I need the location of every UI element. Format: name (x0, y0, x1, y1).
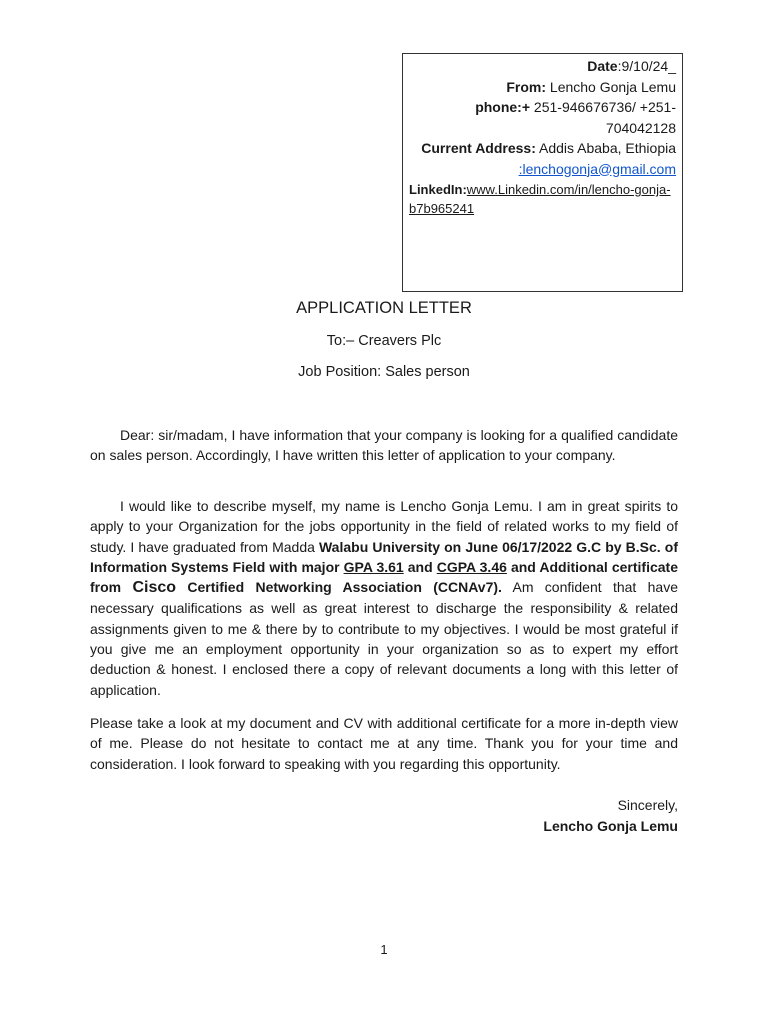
p2-education: Walabu University on June 06/17/2022 G.C by B.Sc. of Information Systems Field with major (90, 538, 678, 575)
p2-and: and (403, 558, 437, 575)
p2-ccna: Certified Networking Association (CCNAv7). (176, 579, 502, 596)
p2-certificate: and Additional certificate from (90, 558, 678, 596)
date-label: Date (587, 58, 618, 74)
date-value: :9/10/24_ (617, 58, 676, 74)
linkedin-line (409, 181, 676, 218)
recipient-line: To:– Creavers Plc (326, 333, 442, 349)
job-position-line: Job Position: Sales person (298, 364, 470, 380)
from-line (409, 77, 676, 98)
address-line (409, 138, 676, 159)
p2-text-f: Am confident that have necessary qualifications as well as great interest to discharge the responsibility & related assignments given to me & there by to contribute to my objectives. I would be most grateful if you give me an employment opportunity in your organization so as to expert my effort deduction & honest. I enclosed there a copy of relevant documents a long with this letter of application. (90, 579, 679, 698)
paragraph-1: Dear: sir/madam, I have information that your company is looking for a qualified candidate on sales person. Accordingly, I have written this letter of application to your company. (90, 427, 678, 464)
paragraph-3: Please take a look at my document and CV with additional certificate for a more in-depth view of me. Please do not hesitate to contact me at any time. Thank you for your time and consideration. I look forward to speaking with you regarding this opportunity. (90, 715, 678, 772)
cgpa: CGPA 3.46 (436, 558, 507, 575)
contact-info-box (402, 53, 683, 292)
date-line (409, 56, 676, 77)
cisco: Cisco (132, 579, 177, 597)
applicant-name: Lencho Gonja Lemu. (400, 498, 533, 514)
closing-name: Lencho Gonja Lemu (543, 818, 678, 834)
address-value: Addis Ababa, Ethiopia (535, 140, 676, 156)
email-line (409, 159, 676, 180)
phone-value: 251-946676736/ +251- (530, 99, 676, 115)
phone-value-2: 704042128 (605, 119, 676, 136)
paragraph-2 (90, 496, 678, 700)
from-value: Lencho Gonja Lemu (546, 78, 676, 95)
p2-text-b: I am in great spirits to apply to your Organization for the jobs opportunity in the field of related works to my field of study. I have graduated from Madda (90, 498, 678, 555)
letter-title: APPLICATION LETTER (296, 299, 472, 317)
email-link[interactable]: :lenchogonja@gmail.com (518, 160, 676, 177)
address-label: Current Address: (421, 140, 536, 156)
page-number: 1 (380, 942, 388, 957)
phone-line-2 (409, 118, 676, 139)
phone-label: phone:+ (475, 99, 531, 115)
closing-sincerely: Sincerely, (617, 797, 678, 813)
linkedin-label: LinkedIn: (409, 182, 467, 197)
phone-line (409, 97, 676, 118)
linkedin-link[interactable]: www.Linkedin.com/in/lencho-gonja-b7b965241 (409, 182, 671, 216)
p2-text-a: I would like to describe myself, my name is (120, 498, 401, 514)
gpa: GPA 3.61 (343, 558, 404, 575)
from-label: From: (506, 78, 547, 95)
